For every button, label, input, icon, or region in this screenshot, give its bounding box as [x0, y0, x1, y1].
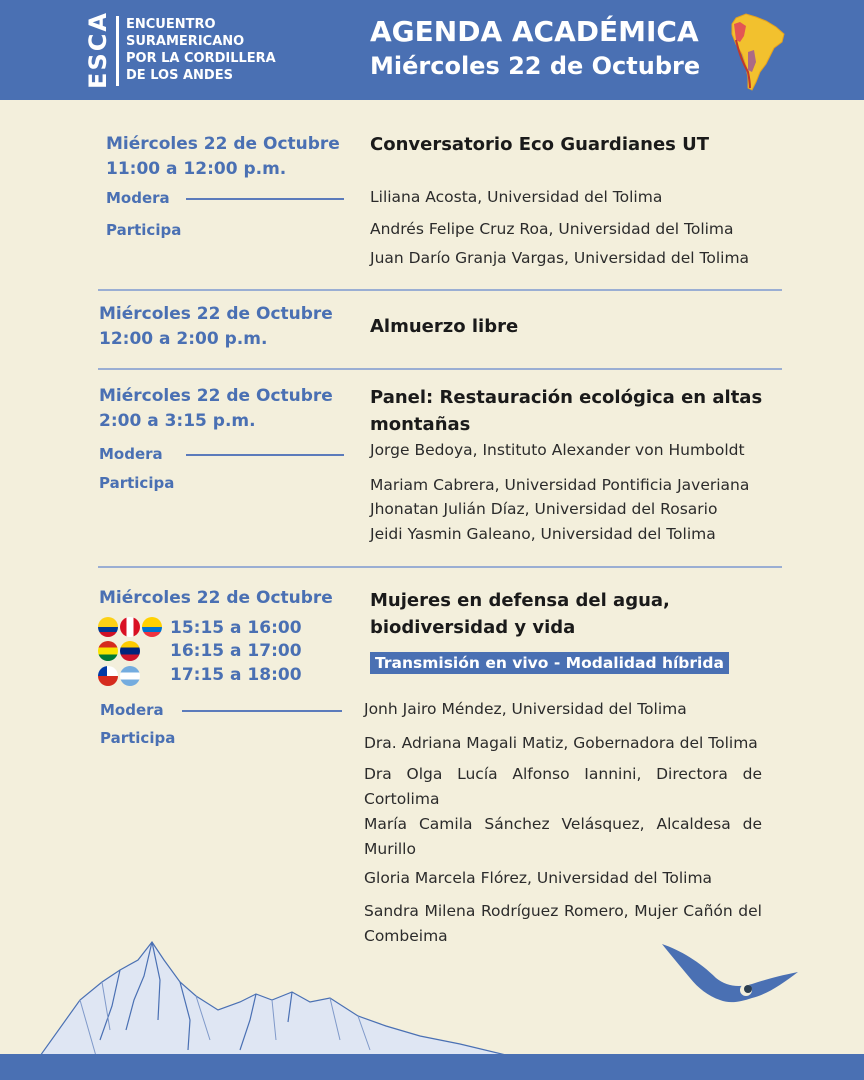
session-4-date: Miércoles 22 de Octubre: [99, 588, 333, 608]
live-stream-badge: Transmisión en vivo - Modalidad híbrida: [370, 652, 729, 674]
venezuela-flag-icon: [120, 641, 140, 661]
mountains-illustration: [40, 930, 510, 1056]
session-3-title-line2: montañas: [370, 414, 471, 435]
session-1-date: Miércoles 22 de Octubre: [106, 134, 340, 154]
argentina-flag-icon: [120, 666, 140, 686]
session-3-moderator: Jorge Bedoya, Instituto Alexander von Humboldt: [370, 441, 745, 459]
logo-acronym: ESCA: [84, 11, 112, 89]
session-1-moderator-label: Modera: [106, 189, 170, 207]
session-4-time-slot: 15:15 a 16:00: [170, 618, 302, 638]
moderator-connector-line: [186, 454, 344, 456]
section-divider: [98, 566, 782, 568]
session-3-participant: Mariam Cabrera, Universidad Pontificia Javeriana: [370, 476, 750, 494]
page-title: AGENDA ACADÉMICA: [370, 15, 699, 48]
session-3-participants-label: Participa: [99, 474, 175, 492]
session-4-title-line1: Mujeres en defensa del agua,: [370, 590, 670, 611]
session-1-title: Conversatorio Eco Guardianes UT: [370, 134, 710, 155]
session-4-participant: Gloria Marcela Flórez, Universidad del Tolima: [364, 869, 713, 887]
ecuador-flag-icon: [142, 617, 162, 637]
session-3-time: 2:00 a 3:15 p.m.: [99, 411, 256, 431]
session-1-moderator: Liliana Acosta, Universidad del Tolima: [370, 188, 663, 206]
session-1-participant: Juan Darío Granja Vargas, Universidad del Tolima: [370, 249, 750, 267]
session-4-moderator-label: Modera: [100, 701, 164, 719]
session-3-moderator-label: Modera: [99, 445, 163, 463]
bolivia-flag-icon: [98, 641, 118, 661]
logo-full-name: ENCUENTRO SURAMERICANO POR LA CORDILLERA DE LOS ANDES: [126, 17, 276, 83]
section-divider: [98, 368, 782, 370]
session-4-time-slot: 16:15 a 17:00: [170, 641, 302, 661]
session-1-participant: Andrés Felipe Cruz Roa, Universidad del Tolima: [370, 220, 734, 238]
header-banner: [0, 0, 864, 100]
chile-flag-icon: [98, 666, 118, 686]
moderator-connector-line: [186, 198, 344, 200]
footer-bar: [0, 1054, 864, 1080]
south-america-map-icon: [726, 12, 788, 92]
condor-illustration: [660, 940, 800, 1010]
session-3-participant: Jhonatan Julián Díaz, Universidad del Rosario: [370, 500, 718, 518]
session-3-date: Miércoles 22 de Octubre: [99, 386, 333, 406]
session-4-time-slot: 17:15 a 18:00: [170, 665, 302, 685]
logo-divider: [116, 16, 119, 86]
session-1-time: 11:00 a 12:00 p.m.: [106, 159, 287, 179]
colombia-flag-icon: [98, 617, 118, 637]
session-4-participant: Sandra Milena Rodríguez Romero, Mujer Cañón del Combeima: [364, 902, 762, 945]
section-divider: [98, 289, 782, 291]
session-2-date: Miércoles 22 de Octubre: [99, 304, 333, 324]
page-subtitle: Miércoles 22 de Octubre: [370, 52, 701, 80]
session-4-participant: María Camila Sánchez Velásquez, Alcaldesa de Murillo: [364, 815, 762, 858]
session-4-participants-label: Participa: [100, 729, 176, 747]
session-3-title-line1: Panel: Restauración ecológica en altas: [370, 387, 763, 408]
session-4-participant: Dra Olga Lucía Alfonso Iannini, Directora de Cortolima: [364, 765, 762, 808]
session-1-participants-label: Participa: [106, 221, 182, 239]
session-2-time: 12:00 a 2:00 p.m.: [99, 329, 268, 349]
session-4-moderator: Jonh Jairo Méndez, Universidad del Tolima: [364, 700, 687, 718]
session-4-participant: Dra. Adriana Magali Matiz, Gobernadora del Tolima: [364, 734, 758, 752]
session-3-participant: Jeidi Yasmin Galeano, Universidad del Tolima: [370, 525, 716, 543]
session-2-title: Almuerzo libre: [370, 316, 519, 337]
session-4-title-line2: biodiversidad y vida: [370, 617, 576, 638]
peru-flag-icon: [120, 617, 140, 637]
moderator-connector-line: [182, 710, 342, 712]
